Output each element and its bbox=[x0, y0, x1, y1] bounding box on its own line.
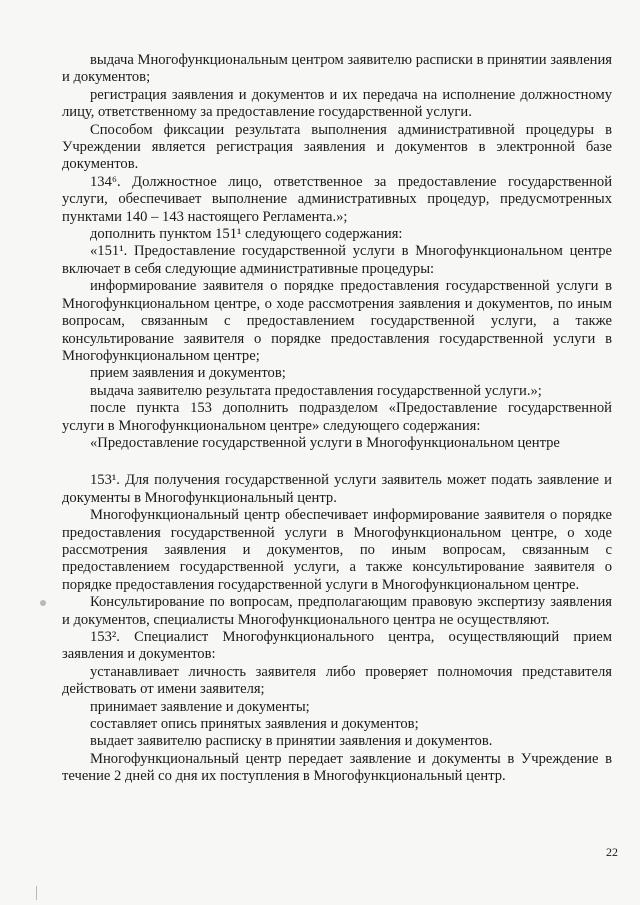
paragraph: выдача заявителю результата предоставления государственной услуги.»; bbox=[90, 382, 542, 399]
paragraph: 153¹. Для получения государственной услуги заявитель может подать заявление и документы в Многофункциональный центр. bbox=[62, 472, 612, 506]
paragraph: прием заявления и документов; bbox=[90, 365, 286, 382]
scan-artifact bbox=[40, 600, 46, 606]
paragraph: 134⁶. Должностное лицо, ответственное за предоставление государственной услуги, обеспечивает выполнение административных процедур, предусмотренных пунктами 140 – 143 настоящего Регламента.»; bbox=[62, 173, 612, 225]
paragraph: дополнить пунктом 151¹ следующего содержания: bbox=[90, 226, 403, 243]
page-number: 22 bbox=[606, 845, 618, 859]
section-heading: «Предоставление государственной услуги в Многофункциональном центре bbox=[90, 434, 560, 451]
paragraph: устанавливает личность заявителя либо проверяет полномочия представителя действовать от имени заявителя; bbox=[62, 663, 612, 698]
document-body bbox=[62, 52, 612, 786]
paragraph: выдача Многофункциональным центром заявителю расписки в принятии заявления и документов; bbox=[62, 52, 613, 86]
paragraph: «151¹. Предоставление государственной услуги в Многофункциональном центре включает в себя следующие административные процедуры: bbox=[62, 243, 612, 277]
paragraph: регистрация заявления и документов и их передача на исполнение должностному лицу, ответственному за предоставление государственной услуги. bbox=[62, 86, 612, 121]
paragraph: выдает заявителю расписку в принятии заявления и документов. bbox=[90, 733, 493, 750]
scan-artifact bbox=[36, 886, 37, 900]
paragraph: принимает заявление и документы; bbox=[90, 698, 310, 715]
paragraph: Многофункциональный центр передает заявление и документы в Учреждение в течение 2 дней со дня их поступления в Многофункциональный центр. bbox=[62, 750, 612, 785]
paragraph: Многофункциональный центр обеспечивает информирование заявителя о порядке предоставления государственной услуги в Многофункциональном центре, о ходе рассмотрения заявления и документов, по иным вопросам, связанным с предоставлением государственной услуги, а также консультирование заявителя о порядке предоставления государственной услуги в Многофункциональном центре. bbox=[62, 507, 612, 593]
paragraph: 153². Специалист Многофункционального центра, осуществляющий прием заявления и документов: bbox=[62, 629, 612, 663]
paragraph: Консультирование по вопросам, предполагающим правовую экспертизу заявления и документов, специалисты Многофункционального центра не осуществляют. bbox=[62, 594, 612, 628]
paragraph: после пункта 153 дополнить подразделом «Предоставление государственной услуги в Многофункциональном центре» следующего содержания: bbox=[62, 400, 612, 434]
spacer bbox=[62, 452, 612, 472]
paragraph: Способом фиксации результата выполнения административной процедуры в Учреждении является регистрация заявления и документов в электронной базе документов. bbox=[62, 121, 612, 173]
paragraph: составляет опись принятых заявления и документов; bbox=[90, 716, 419, 733]
paragraph: информирование заявителя о порядке предоставления государственной услуги в Многофункциональном центре, о ходе рассмотрения заявления и документов, по иным вопросам, связанным с предоставлением государственной услуги, а также консультирование заявителя о порядке предоставления государственной услуги в Многофункциональном центре; bbox=[62, 278, 612, 364]
